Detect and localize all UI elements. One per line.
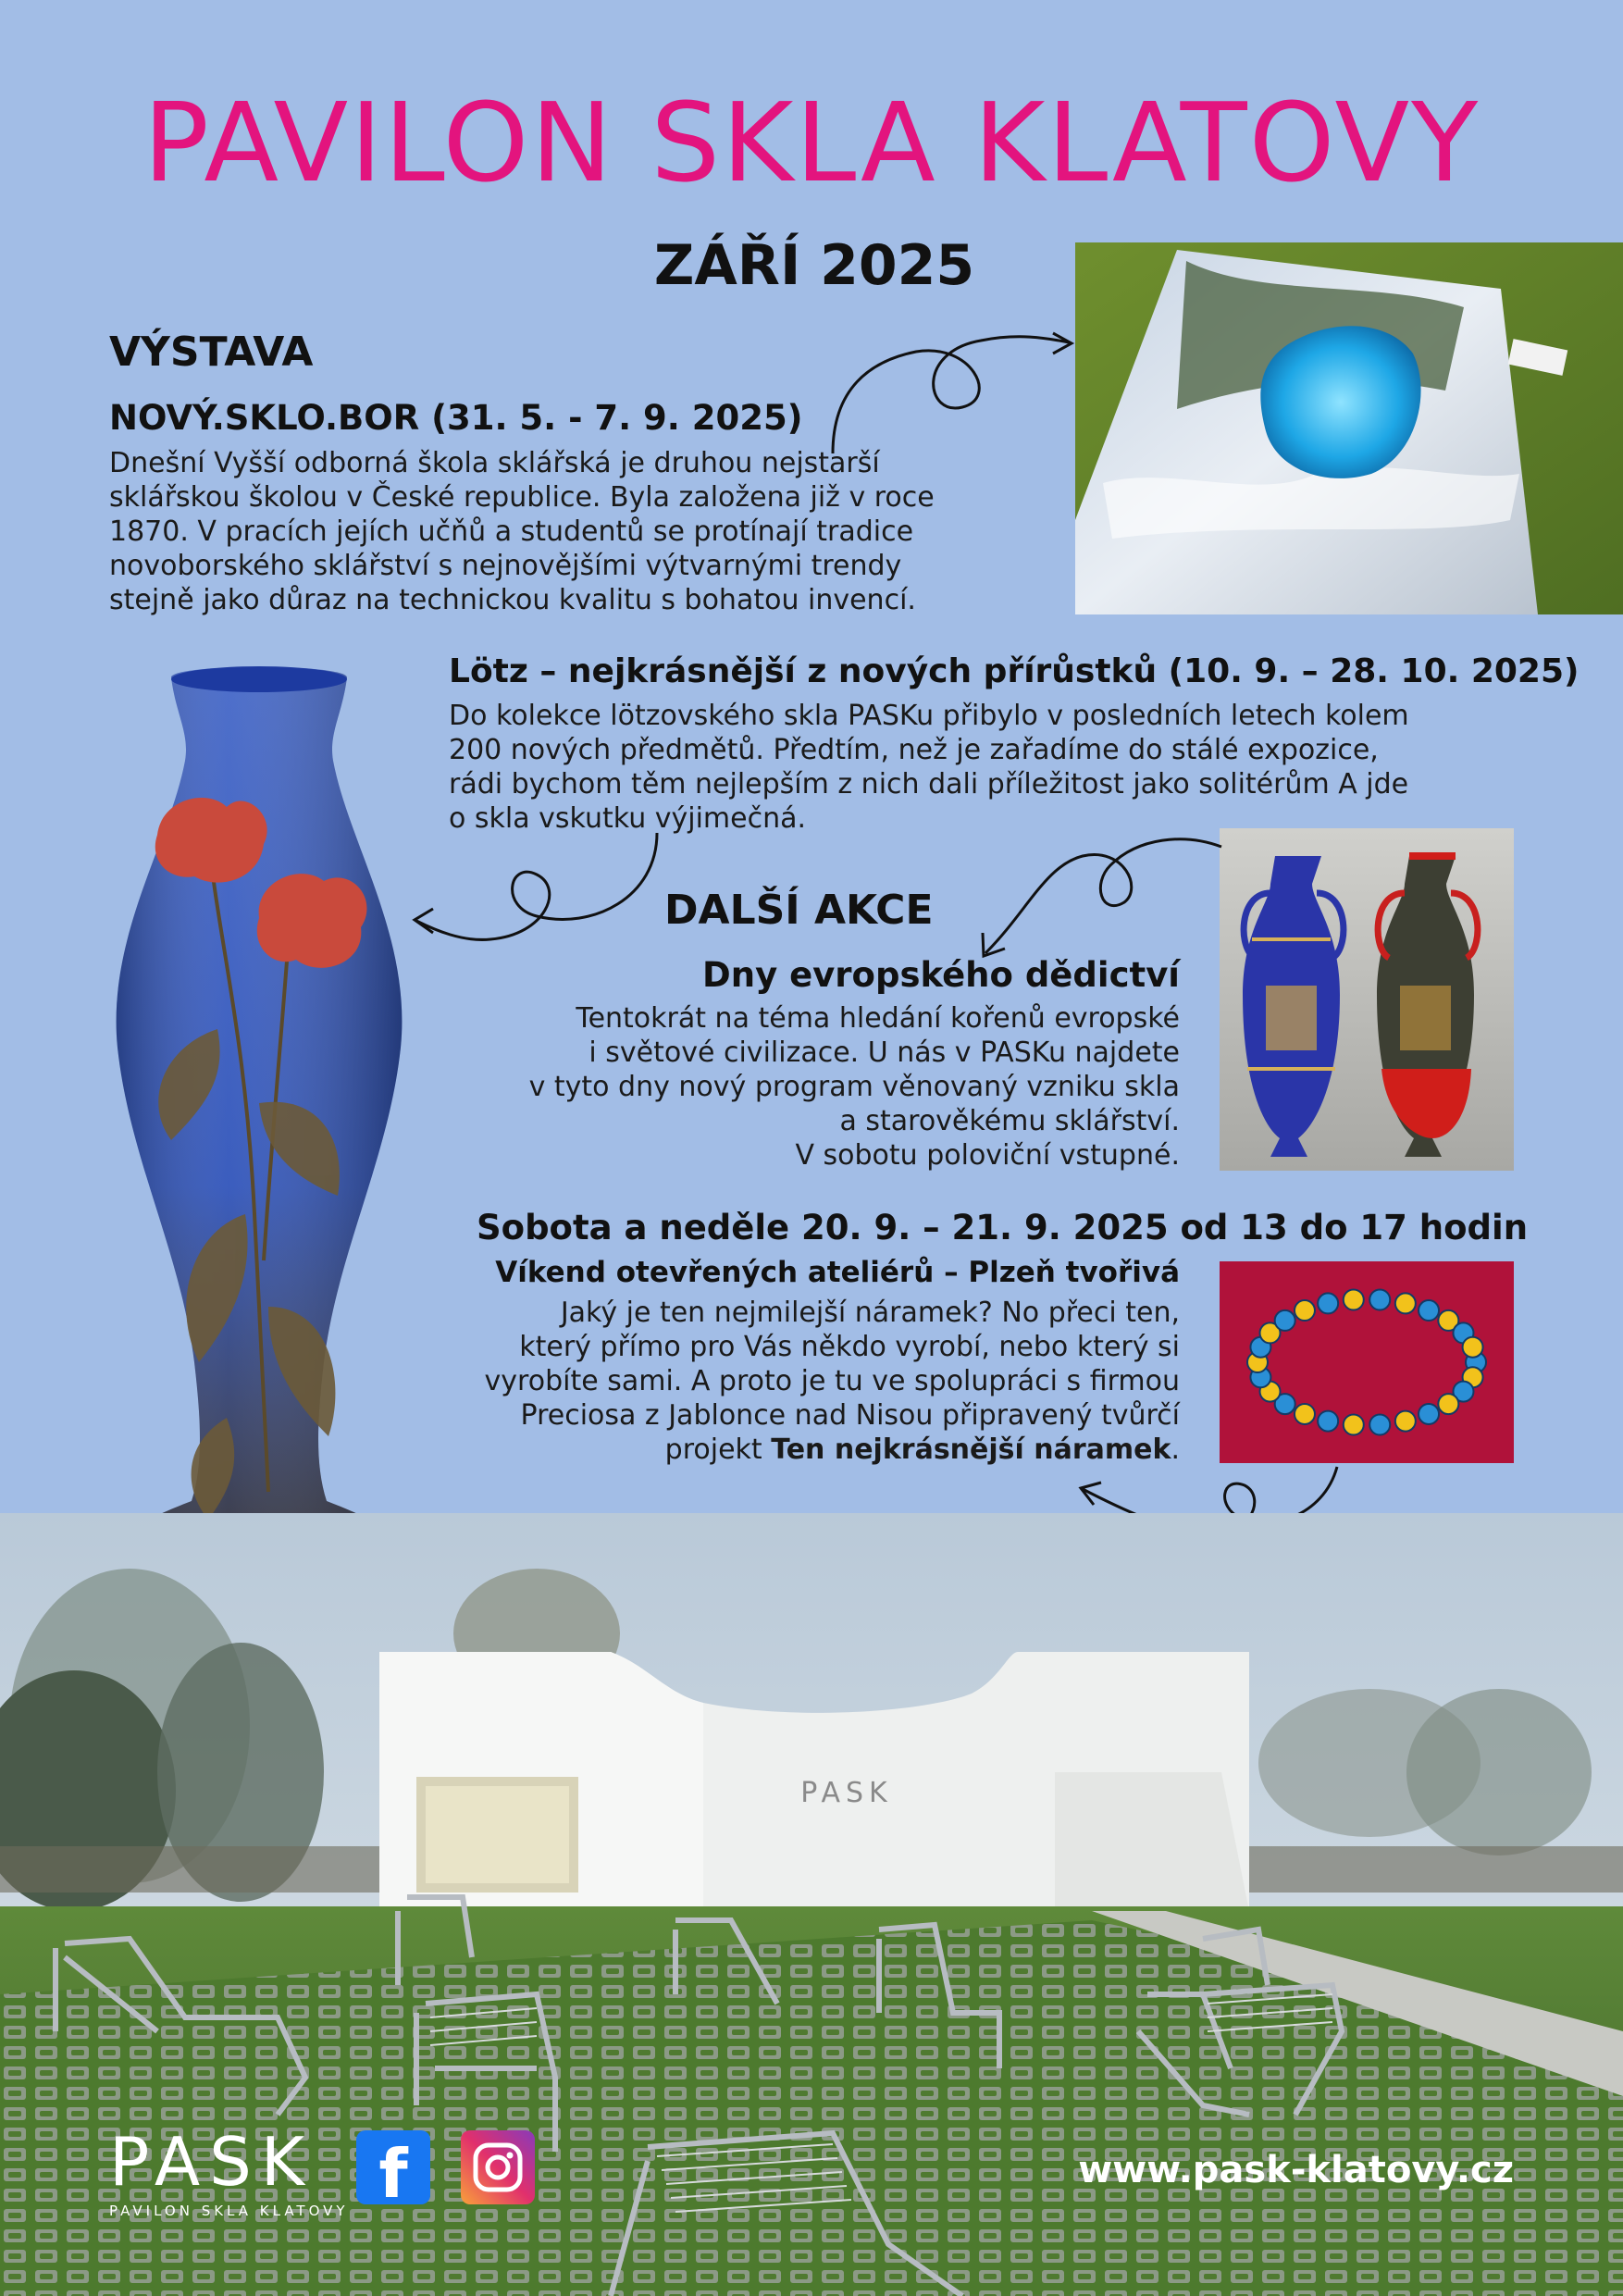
building-sign: PASK	[800, 1777, 893, 1809]
curly-arrow-icon	[814, 315, 1083, 463]
bracelet-bead	[1463, 1337, 1483, 1358]
bracelet-bead	[1419, 1300, 1439, 1321]
bracelet-photo	[1220, 1261, 1514, 1463]
bracelet-bead	[1369, 1415, 1390, 1435]
facebook-icon[interactable]: f	[356, 2130, 430, 2204]
heritage-title: Dny evropského dědictví	[702, 955, 1180, 995]
events-heading: DALŠÍ AKCE	[664, 887, 934, 934]
bracelet-bead	[1344, 1289, 1364, 1309]
instagram-icon[interactable]	[461, 2130, 535, 2204]
bracelet-bead	[1295, 1300, 1315, 1321]
bracelet-bead	[1295, 1404, 1315, 1424]
weekend-date: Sobota a neděle 20. 9. – 21. 9. 2025 od 13 do 17 hodin	[477, 1208, 1529, 1247]
heritage-text: Tentokrát na téma hledání kořenů evropské i světové civilizace. U nás v PASKu najdete v tyto dny nový program věnovaný vzniku skla a starověkému sklářství. V sobotu poloviční vstupné.	[528, 1002, 1180, 1172]
bracelet-project-name: Ten nejkrásnější náramek	[771, 1433, 1171, 1466]
website-link[interactable]: www.pask-klatovy.cz	[1078, 2149, 1514, 2191]
exhibition-item-1-title: NOVÝ.SKLO.BOR (31. 5. - 7. 9. 2025)	[109, 398, 803, 438]
page-title: PAVILON SKLA KLATOVY	[142, 79, 1481, 206]
bracelet-bead	[1395, 1411, 1416, 1432]
bracelet-bead	[1318, 1293, 1338, 1313]
bracelet-bead	[1344, 1415, 1364, 1435]
pask-logo: PASK PAVILON SKLA KLATOVY	[109, 2123, 349, 2219]
glass-installation-photo	[1075, 242, 1623, 614]
lotz-text: Do kolekce lötzovského skla PASKu přibylo v posledních letech kolem 200 nových předmětů. Předtím, než je zařadíme do stálé expozice, rádi bychom těm nejlepším z nich dali příležitost jako solitérům A jde o skla vskutku výjimečná.	[449, 700, 1409, 835]
bracelet-bead	[1369, 1289, 1390, 1309]
bracelet-bead	[1395, 1293, 1416, 1313]
curly-arrow-icon	[407, 824, 666, 953]
lotz-title: Lötz – nejkrásnější z nových přírůstků (10. 9. – 28. 10. 2025)	[449, 652, 1580, 690]
weekend-title: Víkend otevřených ateliérů – Plzeň tvořivá	[495, 1256, 1180, 1289]
bracelet-bead	[1318, 1411, 1338, 1432]
amphora-vases-photo	[1220, 828, 1514, 1171]
bracelet-bead	[1275, 1310, 1295, 1331]
exhibition-heading: VÝSTAVA	[109, 329, 314, 376]
curly-arrow-icon	[972, 828, 1231, 967]
weekend-text: Jaký je ten nejmilejší náramek? No přeci ten, který přímo pro Vás někdo vyrobí, nebo který si vyrobíte sami. A proto je tu ve spolupráci s firmou Preciosa z Jablonce nad Nisou připravený tvůrčí projekt Ten nejkrásnější náramek.	[484, 1297, 1180, 1466]
exhibition-item-1-text: Dnešní Vyšší odborná škola sklářská je druhou nejstarší sklářskou školou v České republice. Byla založena již v roce 1870. V pracích jejích učňů a studentů se protínají tradice novoborského sklářství s nejnovějšími výtvarnými trendy stejně jako důraz na technickou kvalitu s bohatou invencí.	[109, 447, 935, 616]
lotz-vase-image	[106, 659, 412, 1612]
bracelet-bead	[1419, 1404, 1439, 1424]
month-heading: ZÁŘÍ 2025	[653, 233, 975, 298]
bracelet-bead	[1438, 1394, 1458, 1414]
